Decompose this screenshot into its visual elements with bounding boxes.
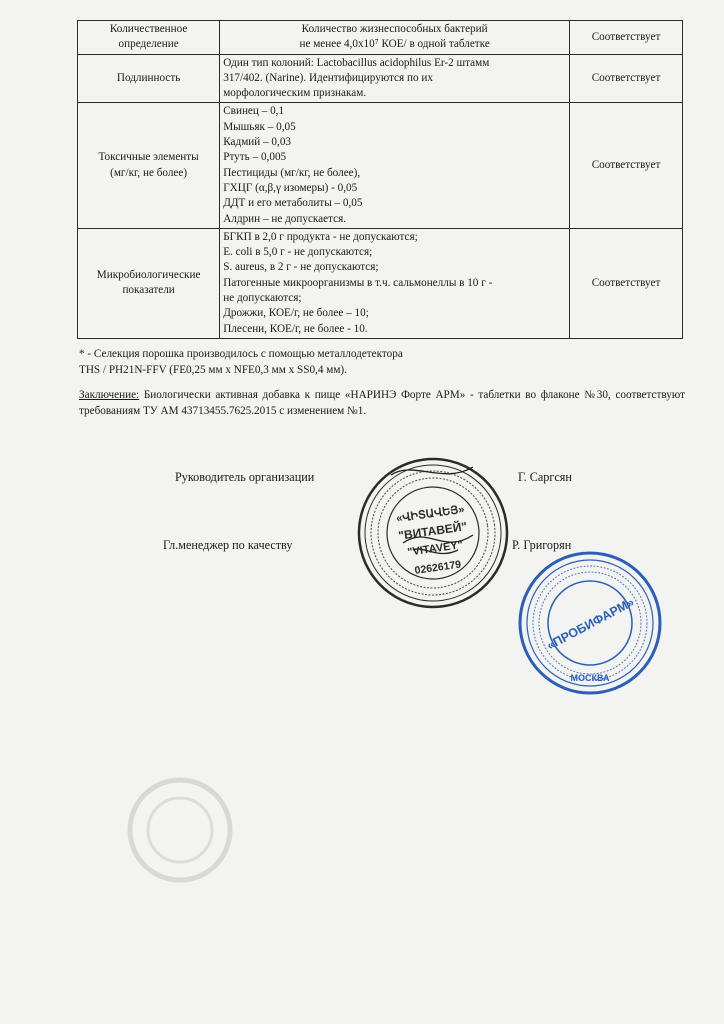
- probifarm-stamp-center-text: «ПРОБИФАРМ»: [544, 594, 637, 653]
- table-row: [78, 21, 683, 55]
- probifarm-stamp-bottom-text: МОСКВА: [570, 673, 610, 683]
- param-cell: [78, 54, 220, 103]
- requirement-line: 317/402. (Narine). Идентифицируются по их: [223, 71, 433, 84]
- requirement-line: ГХЦГ (α,β,γ изомеры) - 0,05: [223, 181, 358, 194]
- param-text: Количественное: [109, 23, 188, 35]
- footnote-line-1: * - Селекция порошка производилось с помощью металлодетектора: [79, 348, 403, 360]
- requirement-cell: [220, 103, 570, 228]
- result-cell: Соответствует: [570, 228, 683, 338]
- footnote: [79, 347, 689, 378]
- requirement-line: Ртуть – 0,005: [223, 151, 287, 164]
- param-cell: [78, 228, 220, 338]
- specification-table: [77, 20, 683, 339]
- vitavey-stamp-bottom-text: "VITAVEY": [406, 539, 464, 559]
- requirement-line: морфологическим признакам.: [223, 87, 367, 100]
- requirement-line: не допускаются;: [223, 292, 302, 305]
- param-text: показатели: [122, 284, 175, 297]
- param-text: Микробиологические: [96, 269, 201, 282]
- requirement-cell: [220, 54, 570, 103]
- requirement-cell: [220, 228, 570, 338]
- table-row: [78, 228, 683, 338]
- param-cell: [78, 21, 220, 55]
- param-text: Подлинность: [116, 71, 181, 84]
- requirement-line: E. coli в 5,0 г - не допускаются;: [223, 246, 373, 259]
- requirement-line: не менее 4,0x10⁷ КОЕ/ в одной таблетке: [299, 38, 490, 51]
- requirement-line: БГКП в 2,0 г продукта - не допускаются;: [223, 230, 418, 243]
- footnote-line-2: THS / PH21N-FFV (FE0,25 мм x NFE0,3 мм x SS0,4 мм).: [79, 363, 347, 376]
- requirement-line: Пестициды (мг/кг, не более),: [223, 166, 361, 179]
- requirement-line: Количество жизнеспособных бактерий: [301, 23, 488, 35]
- table-row: [78, 103, 683, 228]
- result-cell: Соответствует: [570, 21, 683, 55]
- faint-stamp-imprint: [120, 770, 240, 890]
- requirement-line: S. aureus, в 2 г - не допускаются;: [223, 261, 379, 274]
- vitavey-stamp: [343, 455, 523, 610]
- param-text: определение: [118, 38, 179, 51]
- quality-signature-label: Гл.менеджер по качеству: [163, 538, 293, 552]
- param-text: (мг/кг, не более): [110, 166, 188, 179]
- head-signature-name: Г. Саргсян: [518, 470, 572, 484]
- result-cell: Соответствует: [570, 54, 683, 103]
- head-signature-label: Руководитель организации: [175, 470, 315, 484]
- conclusion-label: Заключение:: [79, 389, 140, 401]
- requirement-line: Патогенные микроорганизмы в т.ч. сальмонеллы в 10 г -: [223, 276, 493, 289]
- probifarm-stamp: [515, 548, 665, 698]
- requirement-line: Один тип колоний: Lactobacillus acidophilus Er-2 штамм: [223, 56, 490, 69]
- quality-signature-name: Р. Григорян: [512, 538, 572, 552]
- conclusion-text: Биологически активная добавка к пище «НАРИНЭ Форте АРМ» - таблетки во флаконе №30, соответствуют требованиям ТУ АМ 43713455.7625.2015 с изменением №1.: [79, 389, 685, 417]
- conclusion: [79, 388, 685, 419]
- vitavey-stamp-mid-text: "ВИТАВЕЙ": [397, 519, 468, 543]
- param-text: Токсичные элементы: [98, 151, 199, 164]
- result-cell: Соответствует: [570, 103, 683, 228]
- requirement-line: Дрожжи, КОЕ/г, не более – 10;: [223, 307, 369, 320]
- requirement-line: Алдрин – не допускается.: [223, 212, 347, 225]
- requirement-line: Мышьяк – 0,05: [223, 120, 296, 133]
- vitavey-stamp-top-text: «ՎԻՏԱՎԵՅ»: [395, 503, 466, 525]
- table-row: [78, 54, 683, 103]
- vitavey-stamp-number: 02626179: [413, 558, 462, 577]
- param-cell: [78, 103, 220, 228]
- requirement-line: Кадмий – 0,03: [223, 136, 292, 149]
- requirement-line: Плесени, КОЕ/г, не более - 10.: [223, 322, 368, 335]
- requirement-line: ДДТ и его метаболиты – 0,05: [223, 197, 363, 210]
- requirement-line: Свинец – 0,1: [223, 105, 285, 118]
- requirement-cell: [220, 21, 570, 55]
